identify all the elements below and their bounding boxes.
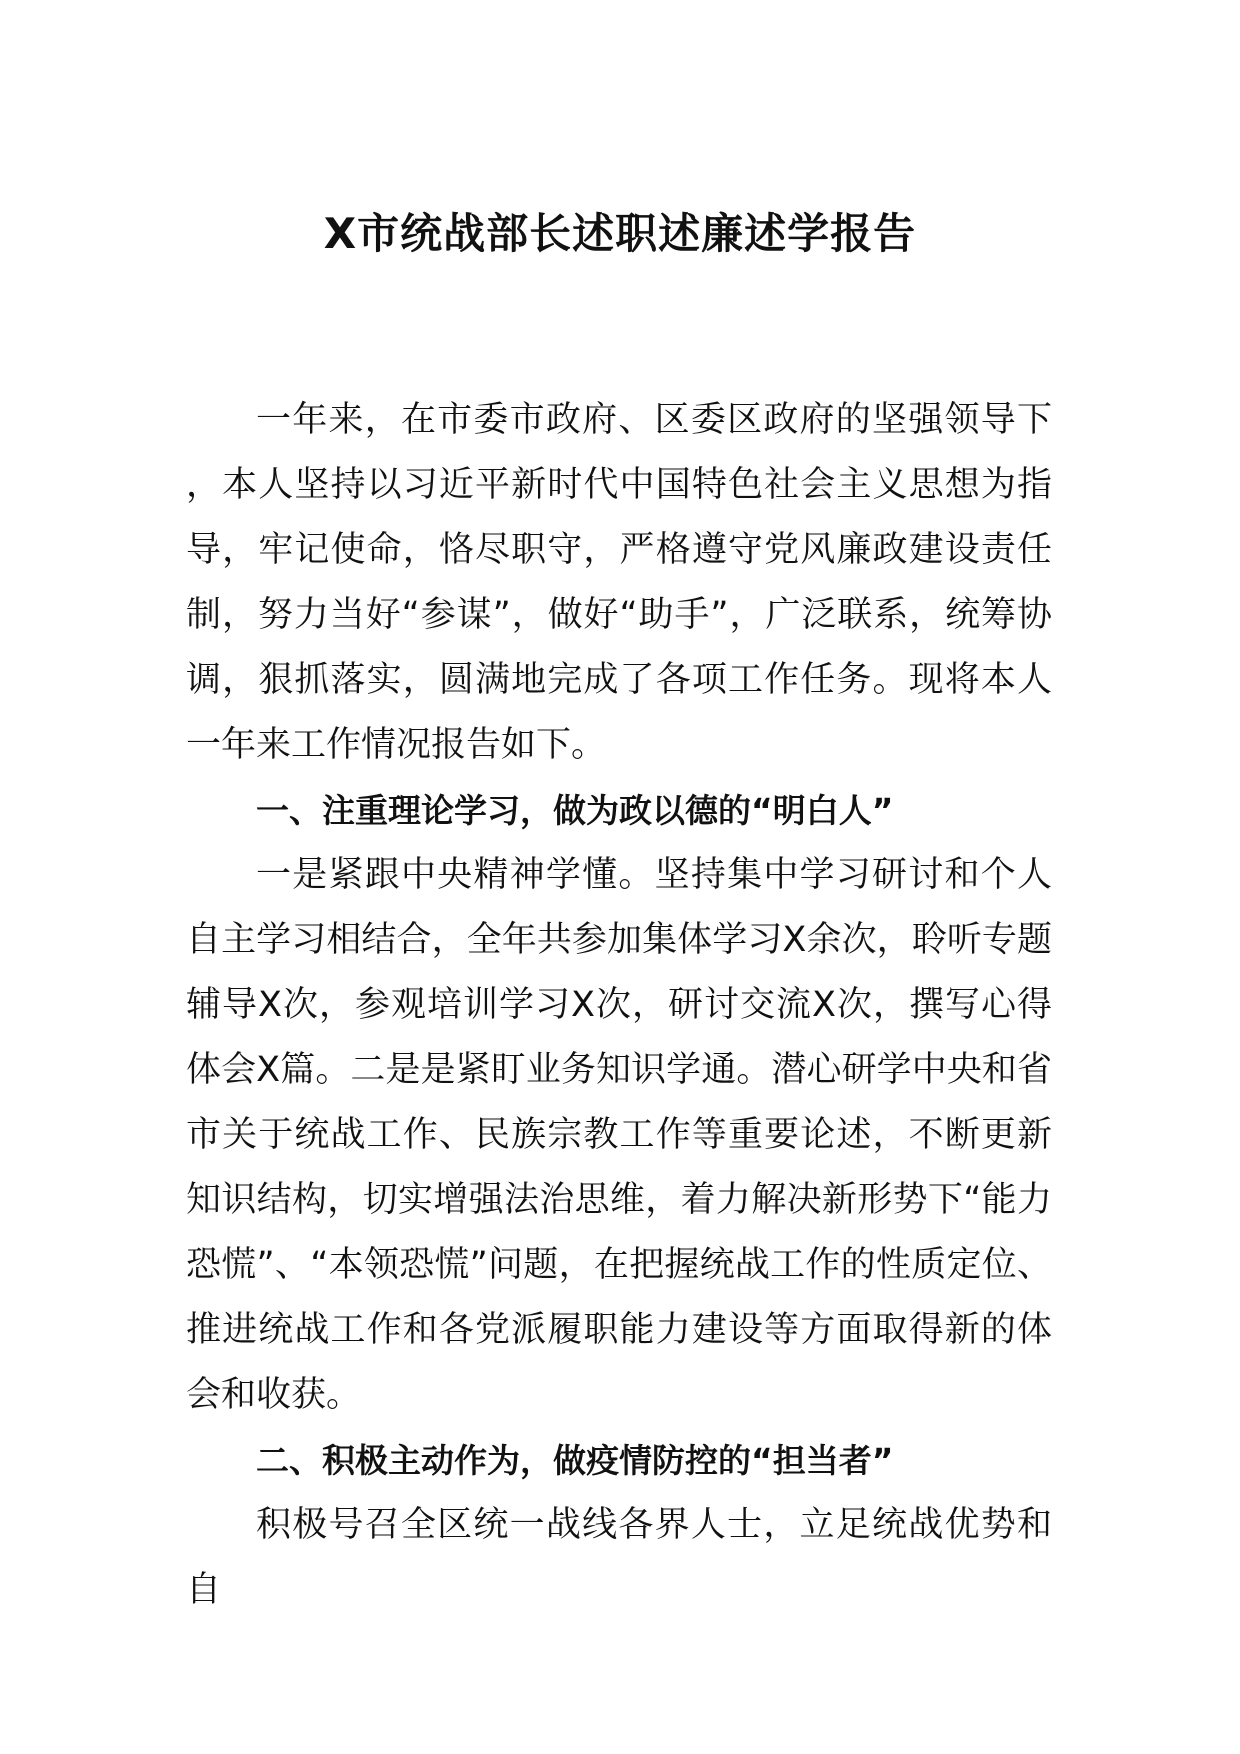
document-body xyxy=(186,388,1052,1623)
section-heading-2: 二、积极主动作为，做疫情防控的“担当者” xyxy=(256,1441,894,1480)
intro-paragraph: 一年来，在市委市政府、区委区政府的坚强领导下，本人坚持以习近平新时代中国特色社会主义思想为指导，牢记使命，恪尽职守，严格遵守党风廉政建设责任制，努力当好“参谋”，做好“助手”，广泛联系，统筹协调，狠抓落实，圆满地完成了各项工作任务。现将本人一年来工作情况报告如下。 xyxy=(186,400,1052,765)
section-2-paragraph: 积极号召全区统一战线各界人士，立足统战优势和自 xyxy=(186,1505,1052,1610)
section-heading-1: 一、注重理论学习，做为政以德的“明白人” xyxy=(256,791,894,830)
section-1-paragraph: 一是紧跟中央精神学懂。坚持集中学习研讨和个人自主学习相结合，全年共参加集体学习X余次，聆听专题辅导X次，参观培训学习X次，研讨交流X次，撰写心得体会X篇。二是是紧盯业务知识学通。潜心研学中央和省市关于统战工作、民族宗教工作等重要论述，不断更新知识结构，切实增强法治思维，着力解决新形势下“能力恐慌”、“本领恐慌”问题，在把握统战工作的性质定位、推进统战工作和各党派履职能力建设等方面取得新的体会和收获。 xyxy=(186,855,1052,1415)
document-title: X市统战部长述职述廉述学报告 xyxy=(323,209,917,258)
